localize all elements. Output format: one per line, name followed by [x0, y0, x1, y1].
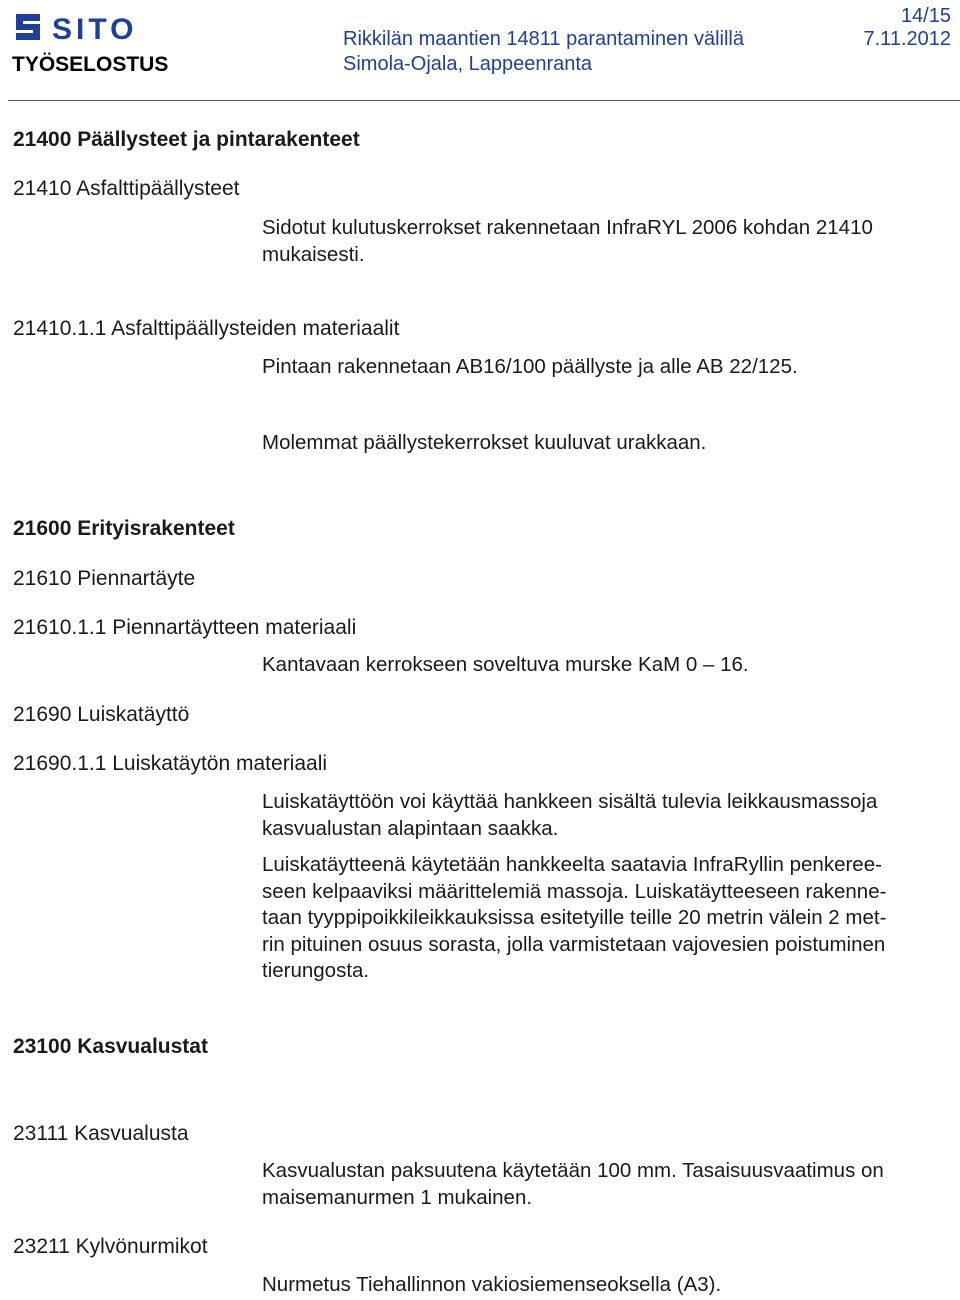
text-line: Kasvualustan paksuutena käytetään 100 mm. Tasaisuusvaatimus on: [262, 1159, 884, 1182]
text-line: Luiskatäytteenä käytetään hankkeelta saatavia InfraRyllin penkeree-: [262, 853, 882, 876]
text-line: Sidotut kulutuskerrokset rakennetaan InfraRYL 2006 kohdan 21410: [262, 216, 873, 239]
section-heading-21690-1-1: 21690.1.1 Luiskatäytön materiaali: [13, 752, 328, 775]
section-heading-21410: 21410 Asfalttipäällysteet: [13, 177, 240, 200]
text-line: seen kelpaaviksi määrittelemiä massoja. Luiskatäytteeseen rakenne-: [262, 879, 887, 903]
project-title-line2: Simola-Ojala, Lappeenranta: [343, 53, 593, 75]
document-type: TYÖSELOSTUS: [12, 53, 169, 76]
text-line: Luiskatäyttöön voi käyttää hankkeen sisältä tulevia leikkausmassoja: [262, 790, 878, 813]
section-heading-23111: 23111 Kasvualusta: [13, 1122, 189, 1145]
text-line: kasvualustan alapintaan saakka.: [262, 816, 559, 840]
paragraph-21690-1-1-b: [262, 852, 960, 985]
section-heading-21400: 21400 Päällysteet ja pintarakenteet: [13, 128, 360, 151]
document-date: 7.11.2012: [863, 28, 951, 50]
paragraph-21610-1-1: Kantavaan kerrokseen soveltuva murske KaM 0 – 16.: [262, 653, 749, 676]
section-heading-21410-1-1: 21410.1.1 Asfalttipäällysteiden materiaalit: [13, 317, 400, 340]
paragraph-21690-1-1-a: [262, 789, 960, 842]
paragraph-21410: [262, 215, 960, 268]
section-heading-23100: 23100 Kasvualustat: [13, 1035, 208, 1058]
text-line: rin pituinen osuus sorasta, jolla varmistetaan vajovesien poistuminen: [262, 932, 886, 956]
section-heading-21610-1-1: 21610.1.1 Piennartäytteen materiaali: [13, 616, 357, 639]
sito-logo: [12, 8, 152, 46]
section-heading-21600: 21600 Erityisrakenteet: [13, 517, 235, 540]
page-number: 14/15: [900, 5, 951, 27]
paragraph-21410-1-1-b: Molemmat päällystekerrokset kuuluvat urakkaan.: [262, 431, 707, 454]
paragraph-23111: [262, 1158, 960, 1211]
text-line: taan tyyppipoikkileikkauksissa esitetyille teille 20 metrin välein 2 met-: [262, 906, 887, 929]
text-line: maisemanurmen 1 mukainen.: [262, 1185, 533, 1209]
text-line: mukaisesti.: [262, 242, 365, 266]
paragraph-21410-1-1-a: Pintaan rakennetaan AB16/100 päällyste ja alle AB 22/125.: [262, 355, 798, 378]
logo-text: SITO: [52, 13, 138, 46]
section-heading-21690: 21690 Luiskatäyttö: [13, 703, 190, 726]
section-heading-21610: 21610 Piennartäyte: [13, 567, 196, 590]
text-line: tierungosta.: [262, 959, 370, 982]
paragraph-23211: Nurmetus Tiehallinnon vakiosiemenseoksella (A3).: [262, 1273, 722, 1296]
section-heading-23211: 23211 Kylvönurmikot: [13, 1235, 208, 1258]
project-title-line1: Rikkilän maantien 14811 parantaminen välillä: [343, 28, 744, 50]
header-divider: [8, 100, 960, 101]
